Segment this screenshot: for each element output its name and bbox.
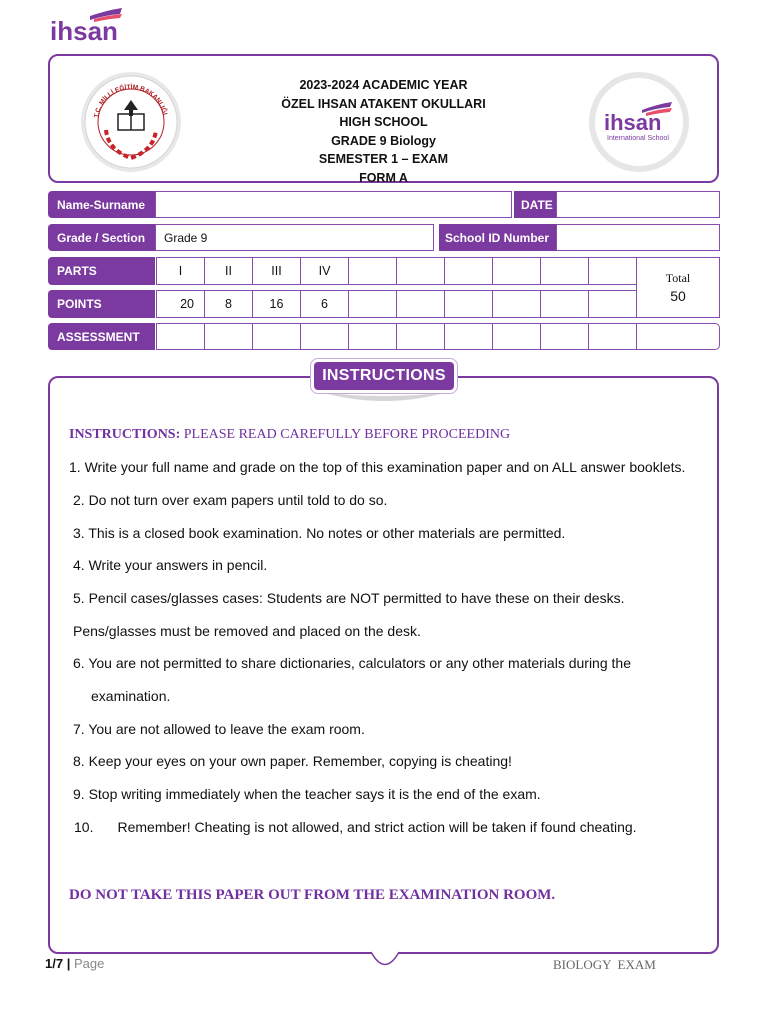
grade-label: Grade / Section: [48, 224, 155, 251]
parts-label: PARTS: [48, 257, 155, 285]
points-cell[interactable]: 6: [300, 290, 349, 318]
instruction-item: 2. Do not turn over exam papers until told to do so.: [73, 492, 388, 508]
part-cell: IV: [300, 257, 349, 285]
points-cell[interactable]: [540, 290, 589, 318]
instruction-item: 9. Stop writing immediately when the teacher says it is the end of the exam.: [73, 786, 541, 802]
part-cell: [444, 257, 493, 285]
school-level: HIGH SCHOOL: [339, 115, 428, 130]
bottom-notch: [370, 951, 400, 969]
instruction-item: 4. Write your answers in pencil.: [73, 557, 268, 573]
points-cell[interactable]: 8: [204, 290, 253, 318]
instruction-item-number: 10.: [74, 819, 94, 835]
points-label: POINTS: [48, 290, 155, 318]
form-label: FORM A: [359, 170, 408, 185]
school-logo-text: ihsan: [604, 110, 662, 135]
points-cell[interactable]: 20: [156, 290, 205, 318]
part-cell: [348, 257, 397, 285]
brand-logo: [50, 6, 130, 46]
total-label: Total: [665, 271, 691, 285]
part-cell: I: [156, 257, 205, 285]
seal-text: T.C. MİLLİ EĞİTİM BAKANLIĞI: [93, 83, 169, 119]
tab-shadow: [316, 390, 452, 410]
part-cell: [396, 257, 445, 285]
part-cell: III: [252, 257, 301, 285]
instruction-item: [74, 819, 637, 835]
total-value: 50: [670, 288, 686, 304]
instruction-item: 6. You are not permitted to share dictionaries, calculators or any other materials during the: [73, 655, 631, 671]
instructions-heading: [69, 427, 510, 443]
assessment-cell[interactable]: [300, 323, 349, 350]
school-logo-badge: [584, 70, 694, 174]
date-field[interactable]: [556, 191, 720, 218]
name-field[interactable]: [155, 191, 512, 218]
points-cell[interactable]: [348, 290, 397, 318]
points-cell[interactable]: [492, 290, 541, 318]
instruction-item: 8. Keep your eyes on your own paper. Remember, copying is cheating!: [73, 753, 512, 769]
assessment-cell[interactable]: [444, 323, 493, 350]
page-footer: [45, 956, 104, 971]
academic-year: 2023-2024 ACADEMIC YEAR: [299, 78, 468, 92]
part-cell: [588, 257, 637, 285]
page-separator: |: [66, 956, 71, 971]
school-logo-sub: International School: [607, 135, 669, 142]
instruction-item: 1. Write your full name and grade on the top of this examination paper and on ALL answer booklets.: [69, 459, 686, 475]
points-cell[interactable]: [588, 290, 637, 318]
instruction-item-text: Remember! Cheating is not allowed, and strict action will be taken if found cheating.: [117, 819, 637, 835]
page-number: 1/7: [45, 956, 64, 971]
school-name: ÖZEL IHSAN ATAKENT OKULLARI: [281, 96, 486, 111]
instruction-item: 5. Pencil cases/glasses cases: Students are NOT permitted to have these on their desks.: [73, 590, 625, 606]
instructions-tab: INSTRUCTIONS: [314, 362, 454, 390]
grade-field[interactable]: Grade 9: [155, 224, 434, 251]
instruction-item: Pens/glasses must be removed and placed on the desk.: [73, 623, 421, 639]
date-label: DATE: [514, 191, 556, 218]
assessment-cell[interactable]: [348, 323, 397, 350]
assessment-cell[interactable]: [204, 323, 253, 350]
assessment-cell[interactable]: [540, 323, 589, 350]
brand-logo-text: ihsan: [50, 16, 118, 46]
page-word: Page: [73, 956, 105, 971]
assessment-total-cell[interactable]: [636, 323, 720, 350]
instructions-heading-rest: PLEASE READ CAREFULLY BEFORE PROCEEDING: [180, 427, 511, 442]
instruction-item: 3. This is a closed book examination. No notes or other materials are permitted.: [73, 525, 566, 541]
instructions-heading-prefix: INSTRUCTIONS:: [69, 427, 181, 442]
assessment-label: ASSESSMENT: [48, 323, 155, 350]
instruction-item: examination.: [91, 688, 171, 704]
assessment-cell[interactable]: [396, 323, 445, 350]
assessment-cell[interactable]: [252, 323, 301, 350]
points-cell[interactable]: [444, 290, 493, 318]
assessment-cell[interactable]: [156, 323, 205, 350]
semester-exam: SEMESTER 1 – EXAM: [318, 152, 449, 167]
part-cell: [492, 257, 541, 285]
instruction-item: 7. You are not allowed to leave the exam room.: [73, 721, 365, 737]
warning-text: DO NOT TAKE THIS PAPER OUT FROM THE EXAMINATION ROOM.: [69, 887, 556, 903]
school-id-label: School ID Number: [439, 224, 556, 251]
assessment-cell[interactable]: [588, 323, 637, 350]
total-cell: [636, 257, 720, 318]
assessment-cell[interactable]: [492, 323, 541, 350]
points-cell[interactable]: 16: [252, 290, 301, 318]
school-id-field[interactable]: [556, 224, 720, 251]
points-cell[interactable]: [396, 290, 445, 318]
part-cell: [540, 257, 589, 285]
exam-header: [48, 54, 719, 183]
name-label: Name-Surname: [48, 191, 155, 218]
part-cell: II: [204, 257, 253, 285]
footer-subject: BIOLOGY EXAM: [553, 957, 656, 972]
grade-subject: GRADE 9 Biology: [331, 133, 436, 148]
